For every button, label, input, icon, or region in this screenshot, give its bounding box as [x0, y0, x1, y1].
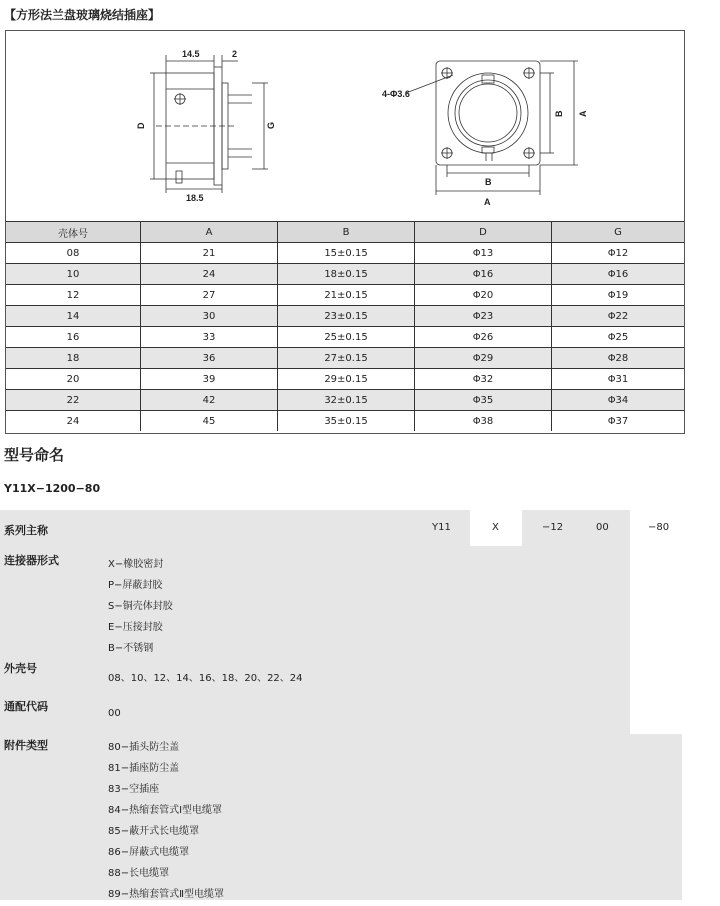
- col-shell: 壳体号: [6, 222, 141, 243]
- connector-option: E−压接封胶: [108, 622, 163, 633]
- table-cell: 39: [141, 369, 278, 390]
- accessory-option: 84−热缩套管式Ⅰ型电缆罩: [108, 805, 223, 816]
- accessory-option: 85−蔽开式长电缆罩: [108, 826, 200, 837]
- dim-a-vertical: A: [578, 110, 588, 117]
- accessory-option: 86−屏蔽式电缆罩: [108, 847, 190, 858]
- side-view: [150, 55, 268, 193]
- bg-code: [0, 696, 630, 734]
- table-cell: 45: [141, 411, 278, 432]
- dim-14-5: 14.5: [182, 49, 200, 59]
- table-cell: Φ20: [415, 285, 552, 306]
- dim-g: G: [266, 121, 276, 129]
- section-heading: 型号命名: [4, 446, 65, 464]
- code-shell: −12: [542, 522, 564, 533]
- wildcard-value: 00: [108, 708, 121, 719]
- col-d: D: [415, 222, 552, 243]
- label-wildcard: 通配代码: [4, 700, 48, 713]
- table-cell: 12: [6, 285, 141, 306]
- table-cell: 32±0.15: [278, 390, 415, 411]
- col-g: G: [552, 222, 685, 243]
- dim-18-5: 18.5: [186, 193, 204, 203]
- white-step-2: [630, 510, 682, 734]
- table-cell: 18±0.15: [278, 264, 415, 285]
- table-cell: 20: [6, 369, 141, 390]
- table-cell: 25±0.15: [278, 327, 415, 348]
- table-cell: 35±0.15: [278, 411, 415, 432]
- dim-2: 2: [232, 49, 238, 59]
- dimension-table: [6, 221, 684, 431]
- bg-connector: [0, 546, 522, 656]
- bg-accessory: [0, 734, 682, 900]
- table-header-row: [6, 222, 684, 243]
- label-series: 系列主称: [4, 524, 48, 537]
- table-cell: 18: [6, 348, 141, 369]
- code-wildcard: 00: [596, 522, 609, 533]
- table-row: [6, 327, 684, 348]
- table-row: [6, 411, 684, 432]
- model-example: Y11X−1200−80: [4, 482, 101, 495]
- dim-d: D: [136, 122, 146, 129]
- code-connector: X: [492, 522, 499, 533]
- dim-a-horizontal: A: [484, 197, 491, 207]
- accessory-option: 89−热缩套管式Ⅱ型电缆罩: [108, 889, 225, 900]
- table-cell: 15±0.15: [278, 243, 415, 264]
- table-cell: 29±0.15: [278, 369, 415, 390]
- table-cell: 22: [6, 390, 141, 411]
- table-cell: 24: [6, 411, 141, 432]
- table-cell: 33: [141, 327, 278, 348]
- bg-shell-col-ext: [522, 546, 576, 696]
- connector-option: B−不锈钢: [108, 643, 154, 654]
- table-cell: Φ22: [552, 306, 685, 327]
- accessory-option: 83−空插座: [108, 784, 160, 795]
- dim-mount-holes: 4-Φ3.6: [382, 89, 410, 99]
- table-cell: Φ23: [415, 306, 552, 327]
- table-cell: 16: [6, 327, 141, 348]
- table-cell: Φ26: [415, 327, 552, 348]
- table-cell: Φ16: [552, 264, 685, 285]
- table-cell: 30: [141, 306, 278, 327]
- page-title: 【方形法兰盘玻璃烧结插座】: [4, 8, 161, 22]
- accessory-option: 80−插头防尘盖: [108, 742, 180, 753]
- table-row: [6, 285, 684, 306]
- table-cell: 27: [141, 285, 278, 306]
- table-cell: Φ16: [415, 264, 552, 285]
- table-cell: 24: [141, 264, 278, 285]
- shell-values: 08、10、12、14、16、18、20、22、24: [108, 673, 303, 684]
- table-cell: Φ12: [552, 243, 685, 264]
- table-cell: Φ38: [415, 411, 552, 432]
- table-row: [6, 264, 684, 285]
- bg-series: [0, 510, 682, 546]
- table-cell: Φ35: [415, 390, 552, 411]
- table-cell: Φ28: [552, 348, 685, 369]
- table-row: [6, 306, 684, 327]
- table-cell: 23±0.15: [278, 306, 415, 327]
- label-shell: 外壳号: [4, 662, 37, 675]
- dim-b-vertical: B: [554, 110, 564, 117]
- table-cell: Φ32: [415, 369, 552, 390]
- drawing-and-table-frame: [5, 30, 685, 434]
- table-cell: 10: [6, 264, 141, 285]
- table-cell: 14: [6, 306, 141, 327]
- dim-b-horizontal: B: [485, 177, 492, 187]
- table-cell: Φ29: [415, 348, 552, 369]
- code-accessory: −80: [648, 522, 670, 533]
- table-cell: Φ37: [552, 411, 685, 432]
- front-view: [406, 61, 578, 195]
- col-a: A: [141, 222, 278, 243]
- connector-drawing: [6, 31, 684, 221]
- label-connector: 连接器形式: [4, 554, 59, 567]
- col-b: B: [278, 222, 415, 243]
- table-cell: 21±0.15: [278, 285, 415, 306]
- accessory-option: 88−长电缆罩: [108, 868, 170, 879]
- table-cell: Φ19: [552, 285, 685, 306]
- label-accessory: 附件类型: [4, 739, 48, 752]
- connector-option: S−铜壳体封胶: [108, 601, 173, 612]
- table-cell: Φ31: [552, 369, 685, 390]
- table-row: [6, 369, 684, 390]
- table-cell: 27±0.15: [278, 348, 415, 369]
- table-cell: 42: [141, 390, 278, 411]
- table-row: [6, 390, 684, 411]
- table-cell: 36: [141, 348, 278, 369]
- table-row: [6, 348, 684, 369]
- table-cell: Φ25: [552, 327, 685, 348]
- table-cell: Φ34: [552, 390, 685, 411]
- connector-option: P−屏蔽封胶: [108, 580, 163, 591]
- accessory-option: 81−插座防尘盖: [108, 763, 180, 774]
- table-cell: Φ13: [415, 243, 552, 264]
- connector-option: X−橡胶密封: [108, 559, 164, 570]
- table-cell: 21: [141, 243, 278, 264]
- table-row: [6, 243, 684, 264]
- table-cell: 08: [6, 243, 141, 264]
- code-series: Y11: [432, 522, 451, 533]
